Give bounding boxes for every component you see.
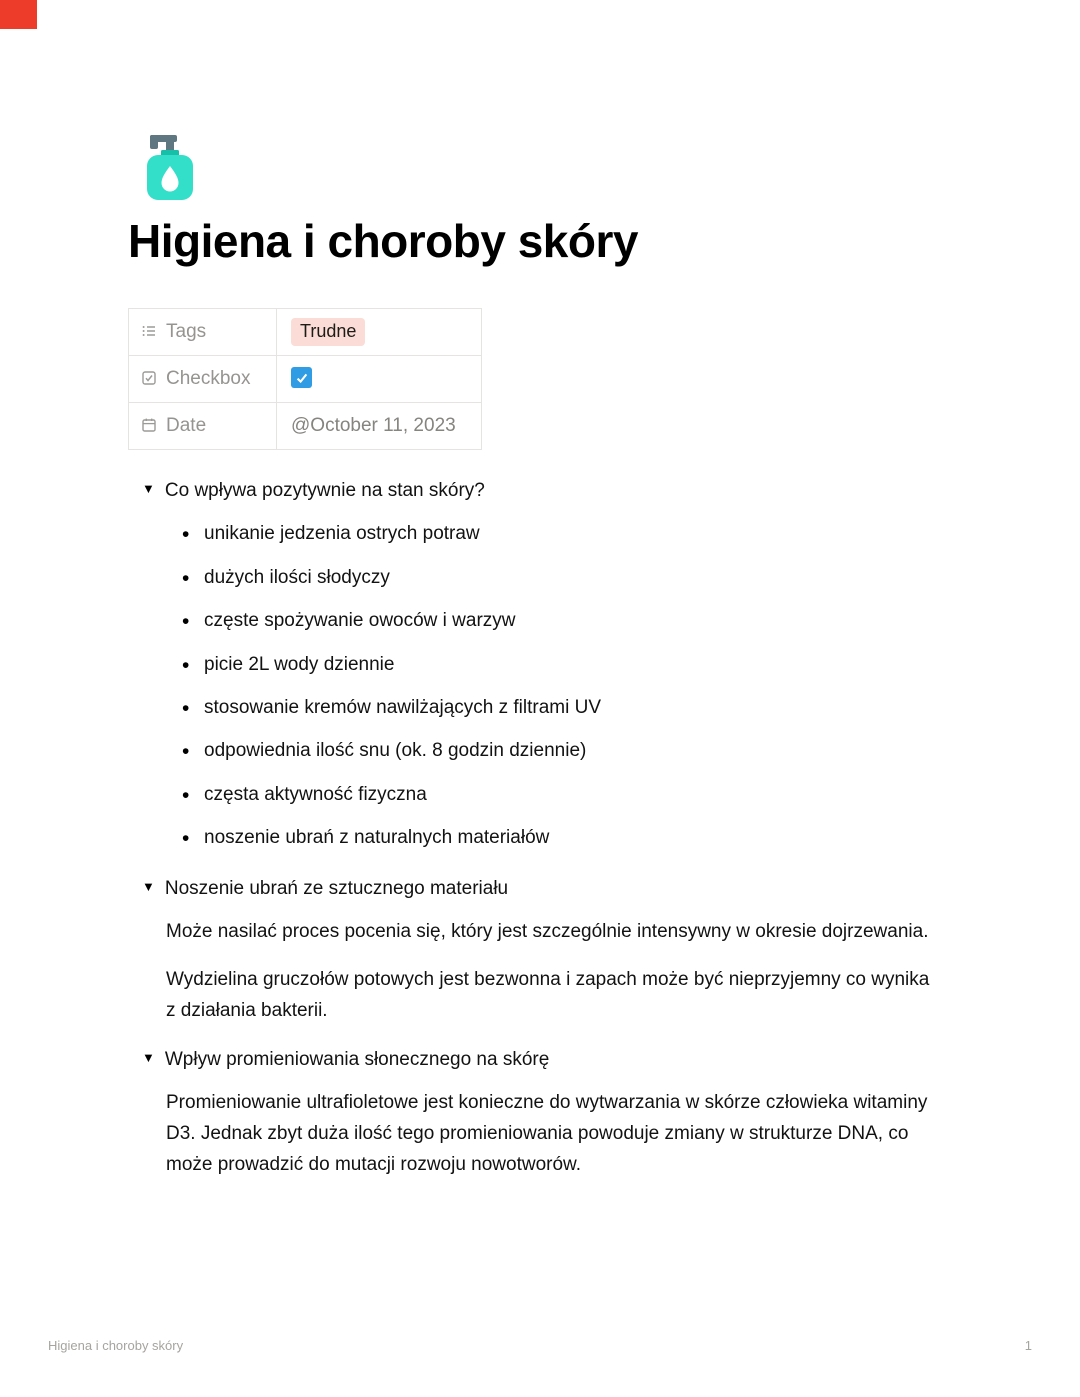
- lotion-bottle-icon-svg: [128, 126, 204, 202]
- toggle-header[interactable]: [128, 874, 988, 903]
- paragraph: Promieniowanie ultrafioletowe jest konieczne do wytwarzania w skórze człowieka witaminy D3. Jednak zbyt duża ilość tego promieniowania powoduje zmiany w strukturze DNA, co może prowadzić do mutacji rozwoju nowotworów.: [166, 1092, 928, 1176]
- toggle-label: Wpływ promieniowania słonecznego na skórę: [164, 1048, 550, 1070]
- lotion-bottle-icon[interactable]: [128, 126, 204, 202]
- property-label-cell: [129, 356, 277, 403]
- toggle-body: [166, 1088, 936, 1181]
- property-value-cell: [277, 403, 482, 450]
- toggle-label: Co wpływa pozytywnie na stan skóry?: [164, 480, 485, 501]
- tag-badge[interactable]: Trudne: [291, 318, 365, 346]
- page-title: Higiena i choroby skóry: [128, 215, 638, 267]
- toggle-positive-factors: [128, 476, 988, 854]
- property-row-date: [129, 403, 482, 450]
- property-label-cell: [129, 309, 277, 356]
- footer-title: Higiena i choroby skóry: [48, 1338, 184, 1353]
- property-label: Tags: [166, 321, 207, 342]
- paragraph: Wydzielina gruczołów potowych jest bezwonna i zapach może być nieprzyjemny co wynika z działania bakterii.: [166, 968, 930, 1021]
- list-icon: [141, 323, 157, 339]
- corner-flag: [0, 0, 37, 29]
- toggle-synthetic-clothes: [128, 874, 988, 1027]
- list-item: • noszenie ubrań z naturalnych materiałów: [204, 823, 988, 853]
- toggle-open-icon[interactable]: ▼: [142, 878, 155, 894]
- list-item: • dużych ilości słodyczy: [204, 563, 988, 593]
- date-value[interactable]: @October 11, 2023: [291, 415, 456, 436]
- list-item: • częsta aktywność fizyczna: [204, 780, 988, 810]
- toggle-header[interactable]: [128, 1045, 988, 1074]
- toggle-sun-radiation: [128, 1045, 988, 1181]
- checkbox-icon: [141, 370, 157, 386]
- page-footer: [48, 1338, 1032, 1353]
- list-item: • unikanie jedzenia ostrych potraw: [204, 519, 988, 549]
- bullet-list: [128, 519, 988, 853]
- property-value-cell: [277, 309, 482, 356]
- toggle-header[interactable]: [128, 476, 988, 505]
- property-label: Date: [166, 415, 207, 436]
- property-label-cell: [129, 403, 277, 450]
- list-item: • stosowanie kremów nawilżających z filtrami UV: [204, 693, 988, 723]
- paragraph: Może nasilać proces pocenia się, który jest szczególnie intensywny w okresie dojrzewania.: [166, 921, 929, 942]
- toggle-body: [166, 917, 936, 1027]
- toggle-label: Noszenie ubrań ze sztucznego materiału: [164, 877, 509, 899]
- page-body: [128, 476, 988, 1181]
- toggle-open-icon[interactable]: ▼: [142, 1049, 155, 1065]
- toggle-open-icon[interactable]: ▼: [142, 481, 155, 496]
- checked-checkbox[interactable]: [291, 367, 312, 388]
- calendar-icon: [141, 417, 157, 433]
- properties-table: [128, 308, 482, 450]
- property-row-tags: [129, 309, 482, 356]
- property-label: Checkbox: [166, 368, 251, 389]
- list-item: • częste spożywanie owoców i warzyw: [204, 606, 988, 636]
- property-row-checkbox: [129, 356, 482, 403]
- property-value-cell: [277, 356, 482, 403]
- page-number: 1: [1024, 1338, 1032, 1353]
- list-item: • picie 2L wody dziennie: [204, 650, 988, 680]
- list-item: • odpowiednia ilość snu (ok. 8 godzin dziennie): [204, 736, 988, 766]
